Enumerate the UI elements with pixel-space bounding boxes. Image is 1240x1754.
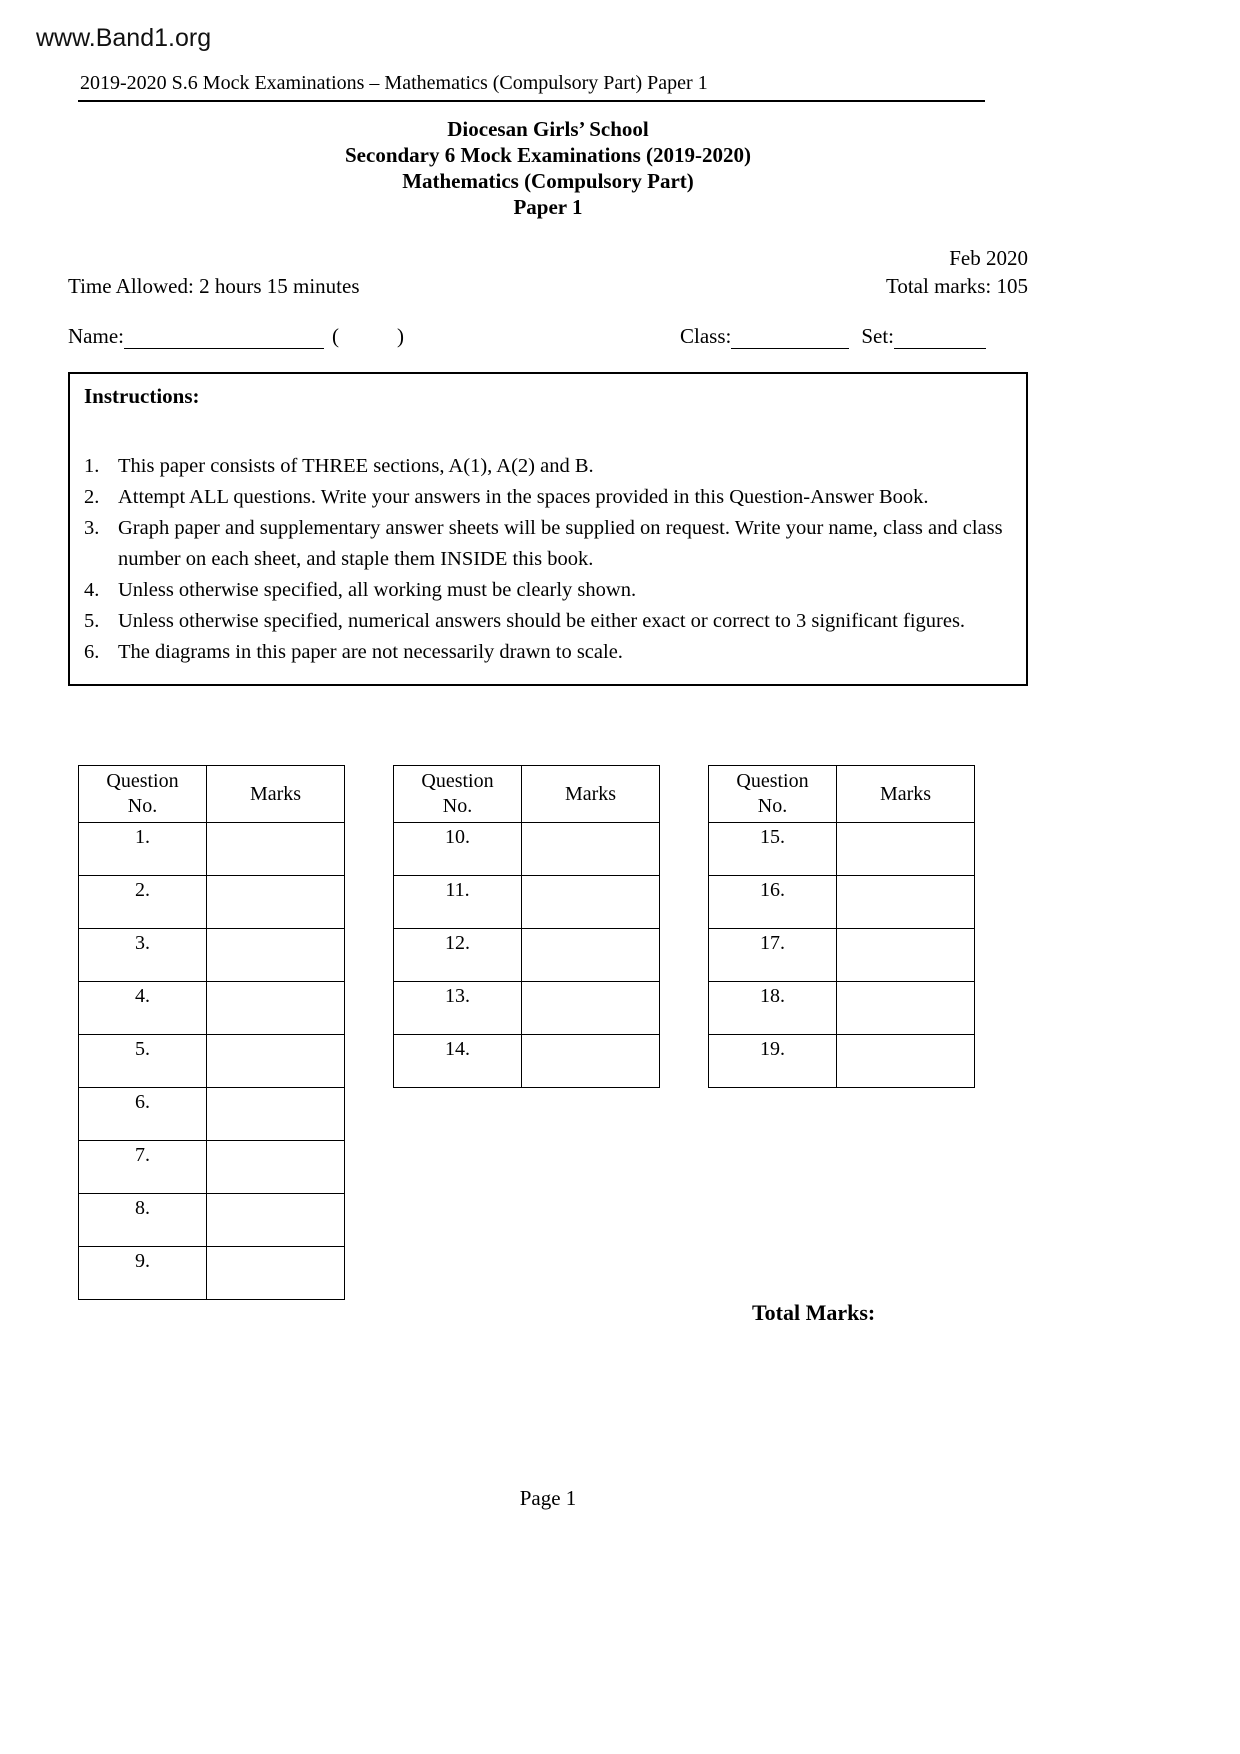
question-no-cell: 10.: [394, 823, 522, 876]
marks-cell: [207, 1194, 345, 1247]
instruction-number: 2.: [84, 486, 100, 508]
class-set-field-group: [680, 324, 986, 349]
instructions-heading: Instructions:: [84, 384, 200, 408]
table-row: [79, 1247, 345, 1300]
marks-table-3: [708, 765, 975, 1088]
table-row: [394, 1035, 660, 1088]
marks-cell: [522, 876, 660, 929]
instructions-list: [84, 451, 1010, 668]
marks-cell: [207, 1141, 345, 1194]
instruction-item: [84, 513, 1010, 575]
table-row: [79, 1035, 345, 1088]
marks-cell: [207, 876, 345, 929]
question-no-cell: 3.: [79, 929, 207, 982]
name-field-group: [68, 324, 404, 349]
instruction-text: Attempt ALL questions. Write your answers in the spaces provided in this Question-Answer Book.: [118, 486, 929, 508]
exam-date: Feb 2020: [949, 246, 1028, 270]
page-header-line: 2019-2020 S.6 Mock Examinations – Mathematics (Compulsory Part) Paper 1: [78, 72, 985, 102]
question-header-line2: No.: [442, 795, 473, 817]
question-header-line1: Question: [736, 770, 809, 792]
marks-cell: [522, 1035, 660, 1088]
instruction-item: [84, 637, 1010, 668]
question-no-cell: 7.: [79, 1141, 207, 1194]
subject-title: Mathematics (Compulsory Part): [402, 169, 694, 193]
marks-cell: [522, 823, 660, 876]
table-row: [79, 982, 345, 1035]
table-row: [709, 982, 975, 1035]
table-row: [394, 876, 660, 929]
question-no-cell: 18.: [709, 982, 837, 1035]
table-row: [394, 982, 660, 1035]
question-no-cell: 2.: [79, 876, 207, 929]
table-header-row: [79, 766, 345, 823]
question-no-cell: 11.: [394, 876, 522, 929]
total-marks-info: Total marks: 105: [885, 274, 1028, 298]
marks-cell: [207, 1035, 345, 1088]
instruction-text: Graph paper and supplementary answer sheets will be supplied on request. Write your name, class and class number on each sheet, and staple them INSIDE this book.: [118, 517, 1003, 570]
student-info-row: [68, 324, 1028, 349]
question-no-header: [79, 766, 207, 823]
table-row: [709, 823, 975, 876]
table-row: [79, 876, 345, 929]
marks-table-1: [78, 765, 345, 1300]
total-marks-label: Total Marks:: [752, 1300, 876, 1325]
question-no-cell: 4.: [79, 982, 207, 1035]
instruction-item: [84, 606, 1010, 637]
question-header-line1: Question: [106, 770, 179, 792]
table-row: [79, 1141, 345, 1194]
instruction-number: 6.: [84, 641, 100, 663]
table-row: [79, 1088, 345, 1141]
marks-cell: [837, 929, 975, 982]
marks-cell: [207, 823, 345, 876]
marks-cell: [207, 982, 345, 1035]
marks-cell: [522, 982, 660, 1035]
page-number: Page 1: [519, 1486, 577, 1510]
marks-cell: [207, 929, 345, 982]
question-no-cell: 1.: [79, 823, 207, 876]
question-no-cell: 15.: [709, 823, 837, 876]
instruction-text: The diagrams in this paper are not necessarily drawn to scale.: [118, 641, 623, 663]
question-header-line1: Question: [421, 770, 494, 792]
question-no-cell: 17.: [709, 929, 837, 982]
school-name: Diocesan Girls’ School: [447, 117, 649, 141]
instruction-text: Unless otherwise specified, all working must be clearly shown.: [118, 579, 637, 601]
table-header-row: [394, 766, 660, 823]
time-marks-row: [68, 274, 1028, 299]
table-row: [394, 823, 660, 876]
instruction-text: This paper consists of THREE sections, A(1), A(2) and B.: [118, 455, 594, 477]
name-label: Name:: [68, 324, 124, 348]
question-no-cell: 9.: [79, 1247, 207, 1300]
instruction-number: 5.: [84, 610, 100, 632]
question-no-cell: 8.: [79, 1194, 207, 1247]
class-field-blank: [731, 325, 849, 349]
class-number-paren-open: (: [331, 324, 339, 348]
set-label: Set:: [861, 324, 894, 348]
class-number-paren-close: ): [396, 324, 404, 348]
marks-cell: [837, 876, 975, 929]
table-row: [79, 929, 345, 982]
marks-header: Marks: [207, 766, 345, 823]
question-no-cell: 6.: [79, 1088, 207, 1141]
question-no-cell: 13.: [394, 982, 522, 1035]
table-header-row: [709, 766, 975, 823]
marks-cell: [207, 1247, 345, 1300]
exam-title: Secondary 6 Mock Examinations (2019-2020): [345, 143, 751, 167]
instruction-number: 3.: [84, 517, 100, 539]
marks-cell: [207, 1088, 345, 1141]
name-field-blank: [124, 325, 324, 349]
instruction-text: Unless otherwise specified, numerical answers should be either exact or correct to 3 significant figures.: [118, 610, 966, 632]
table-row: [79, 823, 345, 876]
marks-header: Marks: [522, 766, 660, 823]
table-row: [394, 929, 660, 982]
watermark-text: www.Band1.org: [36, 24, 212, 52]
question-no-header: [709, 766, 837, 823]
question-no-cell: 14.: [394, 1035, 522, 1088]
marks-cell: [522, 929, 660, 982]
table-row: [709, 1035, 975, 1088]
marks-header: Marks: [837, 766, 975, 823]
instruction-item: [84, 451, 1010, 482]
question-no-cell: 19.: [709, 1035, 837, 1088]
marks-cell: [837, 823, 975, 876]
question-no-header: [394, 766, 522, 823]
marks-tables-area: [68, 765, 1028, 1300]
paper-title: Paper 1: [513, 195, 583, 219]
instruction-number: 1.: [84, 455, 100, 477]
marks-table-2: [393, 765, 660, 1088]
question-no-cell: 5.: [79, 1035, 207, 1088]
title-block: [68, 116, 1028, 220]
question-no-cell: 12.: [394, 929, 522, 982]
instruction-item: [84, 482, 1010, 513]
question-no-cell: 16.: [709, 876, 837, 929]
table-row: [709, 876, 975, 929]
instruction-number: 4.: [84, 579, 100, 601]
set-field-blank: [894, 325, 986, 349]
instructions-box: [68, 372, 1028, 686]
table-row: [79, 1194, 345, 1247]
marks-cell: [837, 1035, 975, 1088]
table-row: [709, 929, 975, 982]
question-header-line2: No.: [757, 795, 788, 817]
marks-cell: [837, 982, 975, 1035]
instruction-item: [84, 575, 1010, 606]
question-header-line2: No.: [127, 795, 158, 817]
class-label: Class:: [679, 324, 732, 348]
time-allowed: Time Allowed: 2 hours 15 minutes: [68, 274, 360, 298]
